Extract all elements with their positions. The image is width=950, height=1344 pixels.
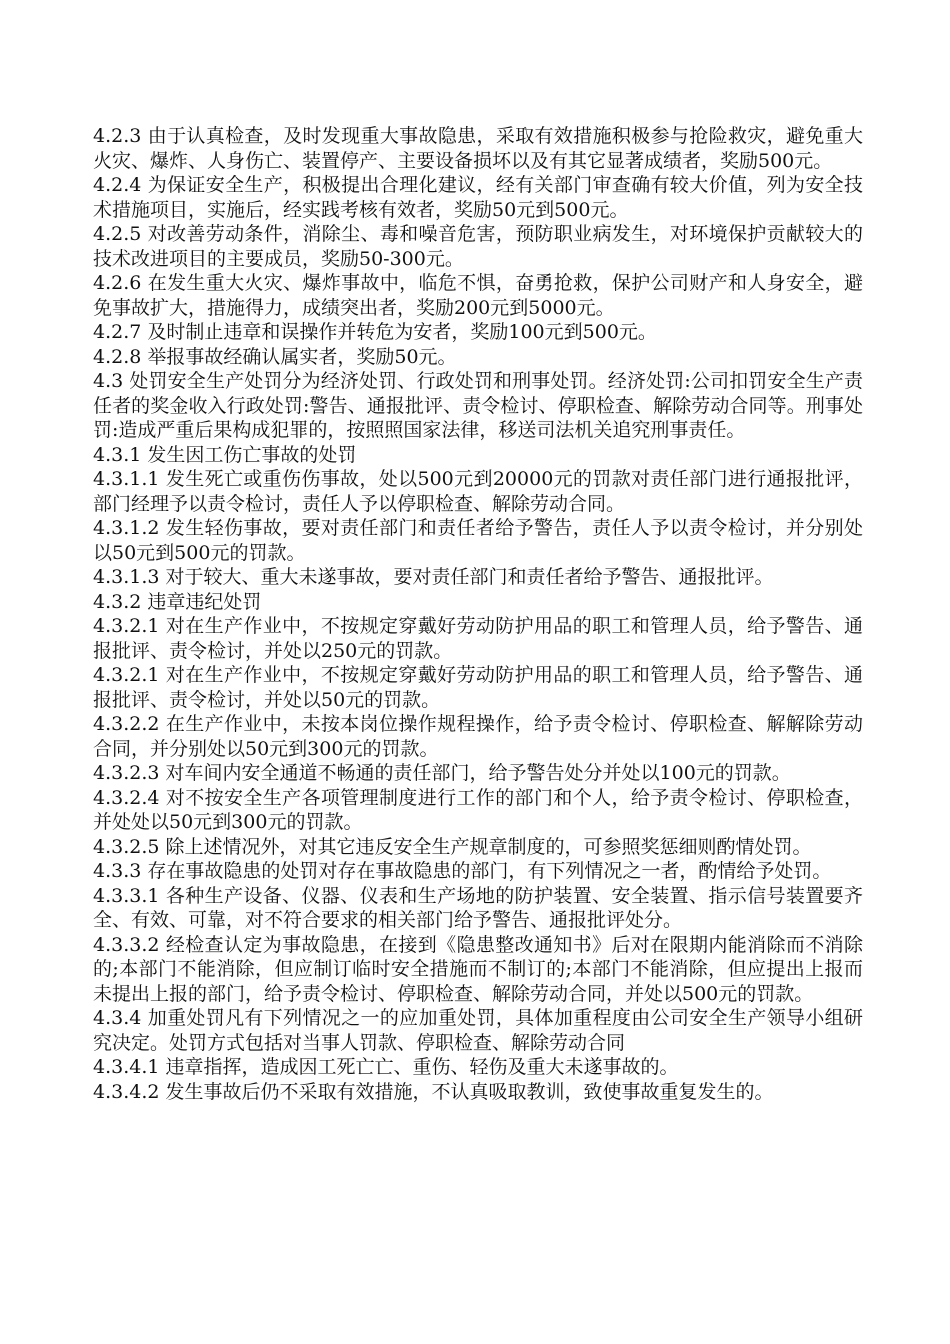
- paragraph-4-3-2-3: 4.3.2.3 对车间内安全通道不畅通的责任部门，给予警告处分并处以100元的罚款。: [93, 762, 791, 784]
- paragraph-4-3-1-2: 4.3.1.2 发生轻伤事故，要对责任部门和责任者给予警告，责任人予以责令检讨，并分别处以50元到500元的罚款。: [93, 517, 863, 564]
- paragraph-4-3-4-1: 4.3.4.1 违章指挥，造成因工死亡亡、重伤、轻伤及重大未遂事故的。: [93, 1056, 679, 1078]
- paragraph-4-3-2-5: 4.3.2.5 除上述情况外，对其它违反安全生产规章制度的，可参照奖惩细则酌情处罚。: [93, 835, 812, 858]
- paragraph-4-2-3: 4.2.3 由于认真检查，及时发现重大事故隐患，采取有效措施积极参与抢险救灾，避免重大火灾、爆炸、人身伤亡、装置停产、主要设备损坏以及有其它显著成绩者，奖励500元。: [93, 125, 863, 172]
- paragraph-4-3-4: 4.3.4 加重处罚凡有下列情况之一的应加重处罚，具体加重程度由公司安全生产领导小组研究决定。处罚方式包括对当事人罚款、停职检查、解除劳动合同: [93, 1007, 863, 1054]
- heading-4-3-2: 4.3.2 违章违纪处罚: [93, 590, 262, 613]
- paragraph-4-2-8: 4.2.8 举报事故经确认属实者，奖励50元。: [93, 345, 457, 368]
- paragraph-4-3-4-2: 4.3.4.2 发生事故后仍不采取有效措施，不认真吸取教训，致使事故重复发生的。: [93, 1080, 774, 1103]
- paragraph-4-2-4: 4.2.4 为保证安全生产，积极提出合理化建议，经有关部门审查确有较大价值，列为安全技术措施项目，实施后，经实践考核有效者，奖励50元到500元。: [93, 174, 863, 221]
- paragraph-4-2-5: 4.2.5 对改善劳动条件，消除尘、毒和噪音危害，预防职业病发生，对环境保护贡献较大的技术改进项目的主要成员，奖励50-300元。: [93, 223, 863, 270]
- paragraph-4-3: 4.3 处罚安全生产处罚分为经济处罚、行政处罚和刑事处罚。经济处罚:公司扣罚安全生产责任者的奖金收入行政处罚:警告、通报批评、责令检讨、停职检查、解除劳动合同等。刑事处罚:造成严重后果构成犯罪的，按照照国家法律，移送司法机关追究刑事责任。: [93, 370, 863, 441]
- paragraph-4-3-1-3: 4.3.1.3 对于较大、重大未遂事故，要对责任部门和责任者给予警告、通报批评。: [93, 566, 774, 588]
- heading-4-3-1: 4.3.1 发生因工伤亡事故的处罚: [93, 443, 357, 466]
- paragraph-4-2-6: 4.2.6 在发生重大火灾、爆炸事故中，临危不惧，奋勇抢救，保护公司财产和人身安全，避免事故扩大，措施得力，成绩突出者，奖励200元到5000元。: [93, 272, 863, 319]
- paragraph-4-3-2-1-a: 4.3.2.1 对在生产作业中，不按规定穿戴好劳动防护用品的职工和管理人员，给予警告、通报批评、责令检讨，并处以250元的罚款。: [93, 615, 863, 662]
- paragraph-4-3-3-2: 4.3.3.2 经检查认定为事故隐患，在接到《隐患整改通知书》后对在限期内能消除而不消除的;本部门不能消除，但应制订临时安全措施而不制订的;本部门不能消除，但应提出上报而未提出上报的部门，给予责令检讨、停职检查、解除劳动合同，并处以500元的罚款。: [93, 933, 863, 1005]
- paragraph-4-3-2-2: 4.3.2.2 在生产作业中，未按本岗位操作规程操作，给予责令检讨、停职检查、解解除劳动合同，并分别处以50元到300元的罚款。: [93, 713, 863, 760]
- paragraph-4-3-2-1-b: 4.3.2.1 对在生产作业中，不按规定穿戴好劳动防护用品的职工和管理人员，给予警告、通报批评、责令检讨，并处以50元的罚款。: [93, 664, 863, 711]
- paragraph-4-3-2-4: 4.3.2.4 对不按安全生产各项管理制度进行工作的部门和个人，给予责令检讨、停职检查，并处处以50元到300元的罚款。: [93, 786, 863, 833]
- paragraph-4-2-7: 4.2.7 及时制止违章和误操作并转危为安者，奖励100元到500元。: [93, 321, 657, 343]
- paragraph-4-3-1-1: 4.3.1.1 发生死亡或重伤伤事故，处以500元到20000元的罚款对责任部门进行通报批评，部门经理予以责令检讨，责任人予以停职检查、解除劳动合同。: [93, 468, 863, 515]
- document-body: [93, 124, 863, 1104]
- paragraph-4-3-3: 4.3.3 存在事故隐患的处罚对存在事故隐患的部门，有下列情况之一者，酌情给予处罚。: [93, 860, 832, 882]
- paragraph-4-3-3-1: 4.3.3.1 各种生产设备、仪器、仪表和生产场地的防护装置、安全装置、指示信号装置要齐全、有效、可靠，对不符合要求的相关部门给予警告、通报批评处分。: [93, 884, 863, 931]
